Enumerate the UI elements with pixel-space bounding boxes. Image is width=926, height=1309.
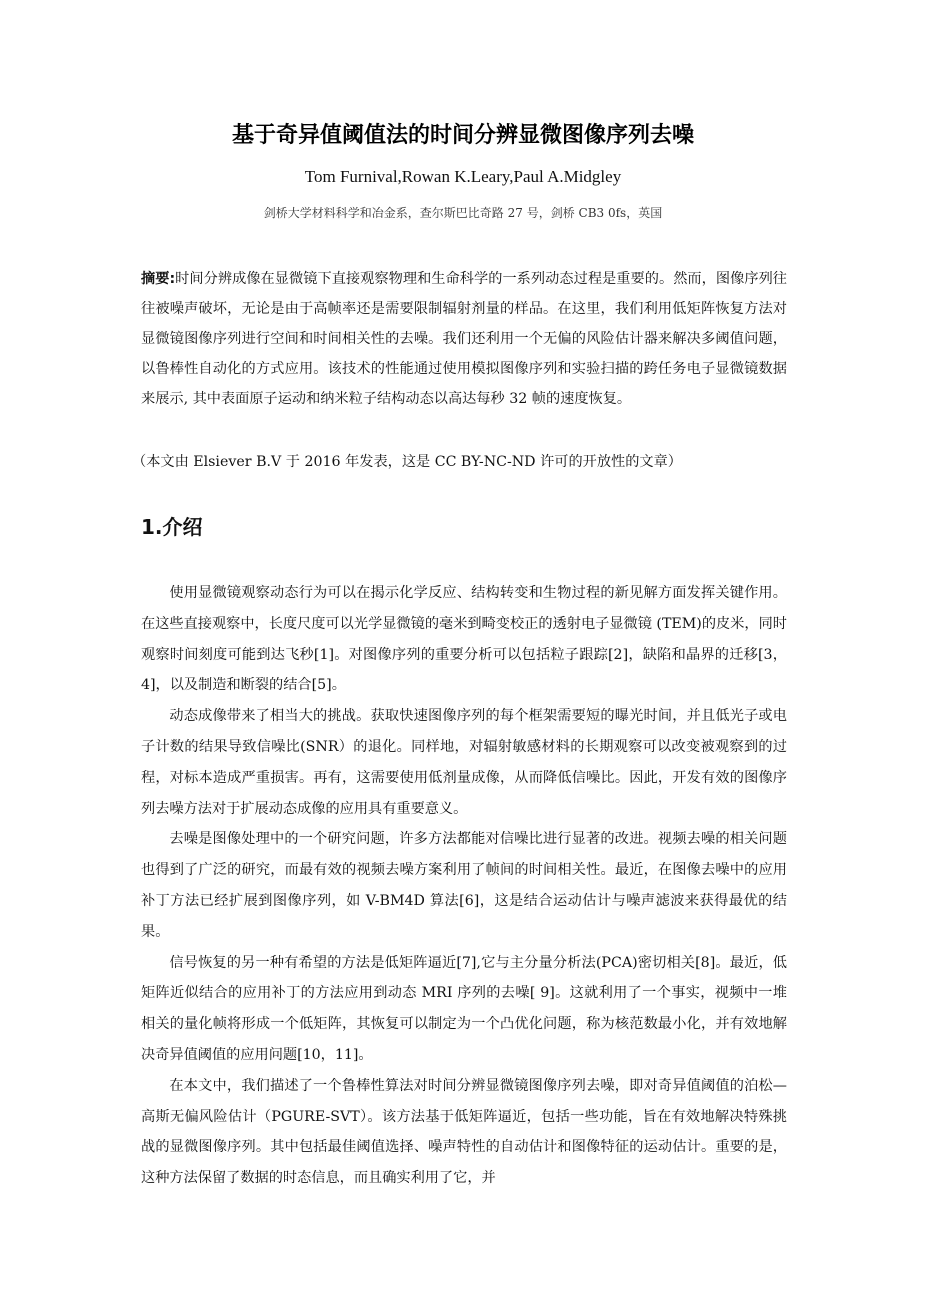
- body-paragraph: 使用显微镜观察动态行为可以在揭示化学反应、结构转变和生物过程的新见解方面发挥关键作用。在这些直接观察中，长度尺度可以光学显微镜的毫米到畸变校正的透射电子显微镜 (TEM)的皮米，同时观察时间刻度可能到达飞秒[1]。对图像序列的重要分析可以包括粒子跟踪[2]，缺陷和晶界的迁移[3，4]，以及制造和断裂的结合[5]。: [141, 585, 787, 694]
- body-paragraph: 去噪是图像处理中的一个研究问题，许多方法都能对信噪比进行显著的改进。视频去噪的相关问题也得到了广泛的研究，而最有效的视频去噪方案利用了帧间的时间相关性。最近，在图像去噪中的应用补丁方法已经扩展到图像序列，如 V-BM4D 算法[6]，这是结合运动估计与噪声滤波来获得最优的结果。: [141, 831, 787, 940]
- paper-title: 基于奇异值阈值法的时间分辨显微图像序列去噪: [231, 123, 694, 148]
- abstract-text: 时间分辨成像在显微镜下直接观察物理和生命科学的一系列动态过程是重要的。然而，图像序列往往被噪声破坏，无论是由于高帧率还是需要限制辐射剂量的样品。在这里，我们利用低矩阵恢复方法对显微镜图像序列进行空间和时间相关性的去噪。我们还利用一个无偏的风险估计器来解决多阈值问题，以鲁棒性自动化的方式应用。该技术的性能通过使用模拟图像序列和实验扫描的跨任务电子显微镜数据来展示, 其中表面原子运动和纳米粒子结构动态以高达每秒 32 帧的速度恢复。: [141, 271, 787, 407]
- paper-affiliation: 剑桥大学材料科学和冶金系，查尔斯巴比奇路 27 号，剑桥 CB3 0fs，英国: [263, 206, 663, 220]
- section-heading: 1.介绍: [141, 515, 203, 539]
- section-body: [141, 578, 787, 1194]
- license-note: （本文由 Elsiever B.V 于 2016 年发表，这是 CC BY-NC-ND 许可的开放性的文章）: [132, 454, 682, 470]
- body-paragraph: 信号恢复的另一种有希望的方法是低矩阵逼近[7],它与主分量分析法(PCA)密切相关[8]。最近，低矩阵近似结合的应用补丁的方法应用到动态 MRI 序列的去噪[ 9]。这就利用了一个事实，视频中一堆相关的量化帧将形成一个低矩阵，其恢复可以制定为一个凸优化问题，称为核范数最小化，并有效地解决奇异值阈值的应用问题[10，11]。: [141, 954, 787, 1063]
- body-paragraph: 动态成像带来了相当大的挑战。获取快速图像序列的每个框架需要短的曝光时间，并且低光子或电子计数的结果导致信噪比(SNR）的退化。同样地，对辐射敏感材料的长期观察可以改变被观察到的过程，对标本造成严重损害。再有，这需要使用低剂量成像，从而降低信噪比。因此，开发有效的图像序列去噪方法对于扩展动态成像的应用具有重要意义。: [141, 708, 787, 817]
- body-paragraph: 在本文中，我们描述了一个鲁棒性算法对时间分辨显微镜图像序列去噪，即对奇异值阈值的泊松—高斯无偏风险估计（PGURE-SVT）。该方法基于低矩阵逼近，包括一些功能，旨在有效地解决特殊挑战的显微图像序列。其中包括最佳阈值选择、噪声特性的自动估计和图像特征的运动估计。重要的是，这种方法保留了数据的时态信息，而且确实利用了它，并: [141, 1077, 787, 1187]
- abstract-block: [141, 264, 787, 414]
- paper-authors: Tom Furnival,Rowan K.Leary,Paul A.Midgley: [304, 167, 622, 186]
- abstract-label: 摘要:: [141, 271, 176, 287]
